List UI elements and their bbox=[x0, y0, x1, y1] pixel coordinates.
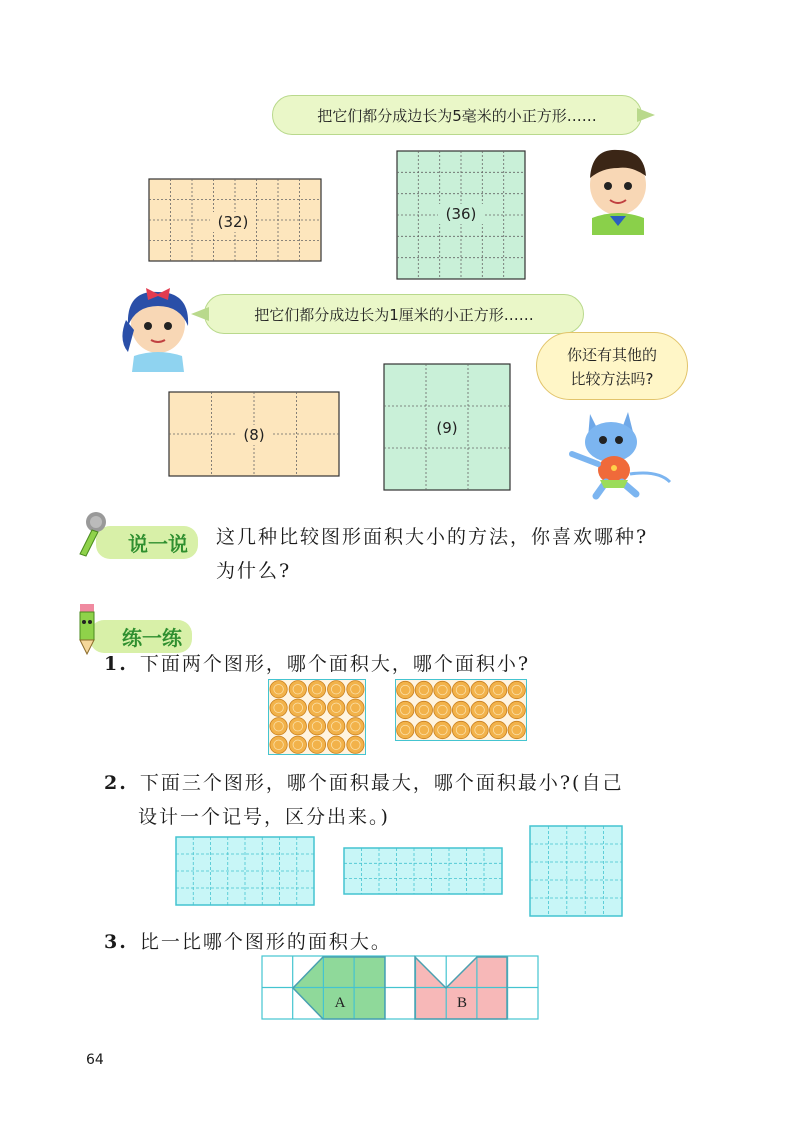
coin bbox=[489, 701, 506, 718]
coin bbox=[347, 718, 364, 735]
cyan-grid-3 bbox=[529, 825, 623, 917]
speech-bubble-boy bbox=[272, 95, 642, 135]
q3-number: 3. bbox=[104, 931, 128, 953]
coin-rect-a bbox=[268, 679, 366, 755]
shapes-ab-grid bbox=[261, 955, 541, 1021]
coin bbox=[308, 681, 325, 698]
question-2 bbox=[104, 766, 744, 834]
coin bbox=[434, 701, 451, 718]
coin bbox=[308, 699, 325, 716]
coin bbox=[471, 721, 488, 738]
pencil-mascot-icon bbox=[68, 604, 108, 656]
q1-text: 下面两个图形，哪个面积大，哪个面积小? bbox=[139, 653, 531, 675]
coin bbox=[289, 699, 306, 716]
coin bbox=[328, 718, 345, 735]
say-text bbox=[216, 520, 736, 588]
say-line-1: 这几种比较图形面积大小的方法，你喜欢哪种? bbox=[216, 526, 649, 548]
coin bbox=[471, 701, 488, 718]
q2-number: 2. bbox=[104, 772, 128, 794]
q2-line-2: 设计一个记号，区分出来。) bbox=[138, 806, 390, 828]
coin bbox=[308, 718, 325, 735]
girl-avatar bbox=[118, 280, 196, 372]
coin bbox=[508, 721, 525, 738]
coin bbox=[415, 701, 432, 718]
rect-9-large-squares bbox=[383, 363, 511, 491]
coin bbox=[328, 699, 345, 716]
page-number: 64 bbox=[86, 1052, 104, 1068]
cloud-line-1: 你还有其他的 bbox=[566, 346, 657, 364]
q2-line-1: 下面三个图形，哪个面积最大，哪个面积最小?(自己 bbox=[139, 772, 624, 794]
coin bbox=[289, 718, 306, 735]
coin bbox=[347, 736, 364, 753]
coin bbox=[508, 681, 525, 698]
coin bbox=[397, 681, 414, 698]
rect-36-label: (36) bbox=[445, 205, 477, 223]
cat-mascot bbox=[566, 404, 676, 500]
q1-number: 1. bbox=[104, 653, 128, 675]
speech-bubble-girl bbox=[204, 294, 584, 334]
rect-8-label: (8) bbox=[243, 426, 265, 444]
cyan-grid-2 bbox=[343, 847, 503, 895]
coin bbox=[328, 681, 345, 698]
speech-text-girl: 把它们都分成边长为1厘米的小正方形…… bbox=[254, 305, 534, 324]
coin bbox=[452, 721, 469, 738]
coin bbox=[415, 681, 432, 698]
coin bbox=[289, 736, 306, 753]
q3-text: 比一比哪个图形的面积大。 bbox=[139, 931, 392, 953]
practice-tag-label: 练一练 bbox=[122, 626, 182, 650]
coin bbox=[397, 701, 414, 718]
cyan-grid-1 bbox=[175, 836, 315, 906]
question-3 bbox=[104, 925, 744, 959]
coin bbox=[452, 681, 469, 698]
rect-32-small-squares bbox=[148, 178, 322, 262]
coin bbox=[270, 681, 287, 698]
coin-rect-b bbox=[395, 679, 527, 741]
boy-avatar bbox=[580, 140, 655, 235]
coin bbox=[415, 721, 432, 738]
coin bbox=[270, 736, 287, 753]
rect-32-label: (32) bbox=[217, 213, 249, 231]
shape-b-label: B bbox=[456, 995, 468, 1011]
microphone-icon bbox=[74, 510, 114, 558]
coin bbox=[289, 681, 306, 698]
question-1 bbox=[104, 647, 744, 681]
coin bbox=[489, 681, 506, 698]
coin bbox=[471, 681, 488, 698]
cloud-line-2: 比较方法吗? bbox=[570, 370, 654, 388]
say-section-tag bbox=[96, 526, 198, 559]
coin bbox=[347, 681, 364, 698]
rect-9-label: (9) bbox=[436, 419, 458, 437]
thought-bubble-cat bbox=[536, 332, 688, 400]
rect-8-large-squares bbox=[168, 391, 340, 477]
say-tag-label: 说一说 bbox=[128, 532, 188, 556]
coin bbox=[347, 699, 364, 716]
coin bbox=[434, 681, 451, 698]
say-line-2: 为什么? bbox=[216, 560, 292, 582]
coin bbox=[397, 721, 414, 738]
coin bbox=[328, 736, 345, 753]
coin bbox=[489, 721, 506, 738]
coin bbox=[270, 718, 287, 735]
rect-36-small-squares bbox=[396, 150, 526, 280]
coin bbox=[270, 699, 287, 716]
coin bbox=[308, 736, 325, 753]
coin bbox=[508, 701, 525, 718]
speech-text-boy: 把它们都分成边长为5毫米的小正方形…… bbox=[317, 106, 597, 125]
shape-a-label: A bbox=[334, 995, 346, 1011]
coin bbox=[452, 701, 469, 718]
coin bbox=[434, 721, 451, 738]
